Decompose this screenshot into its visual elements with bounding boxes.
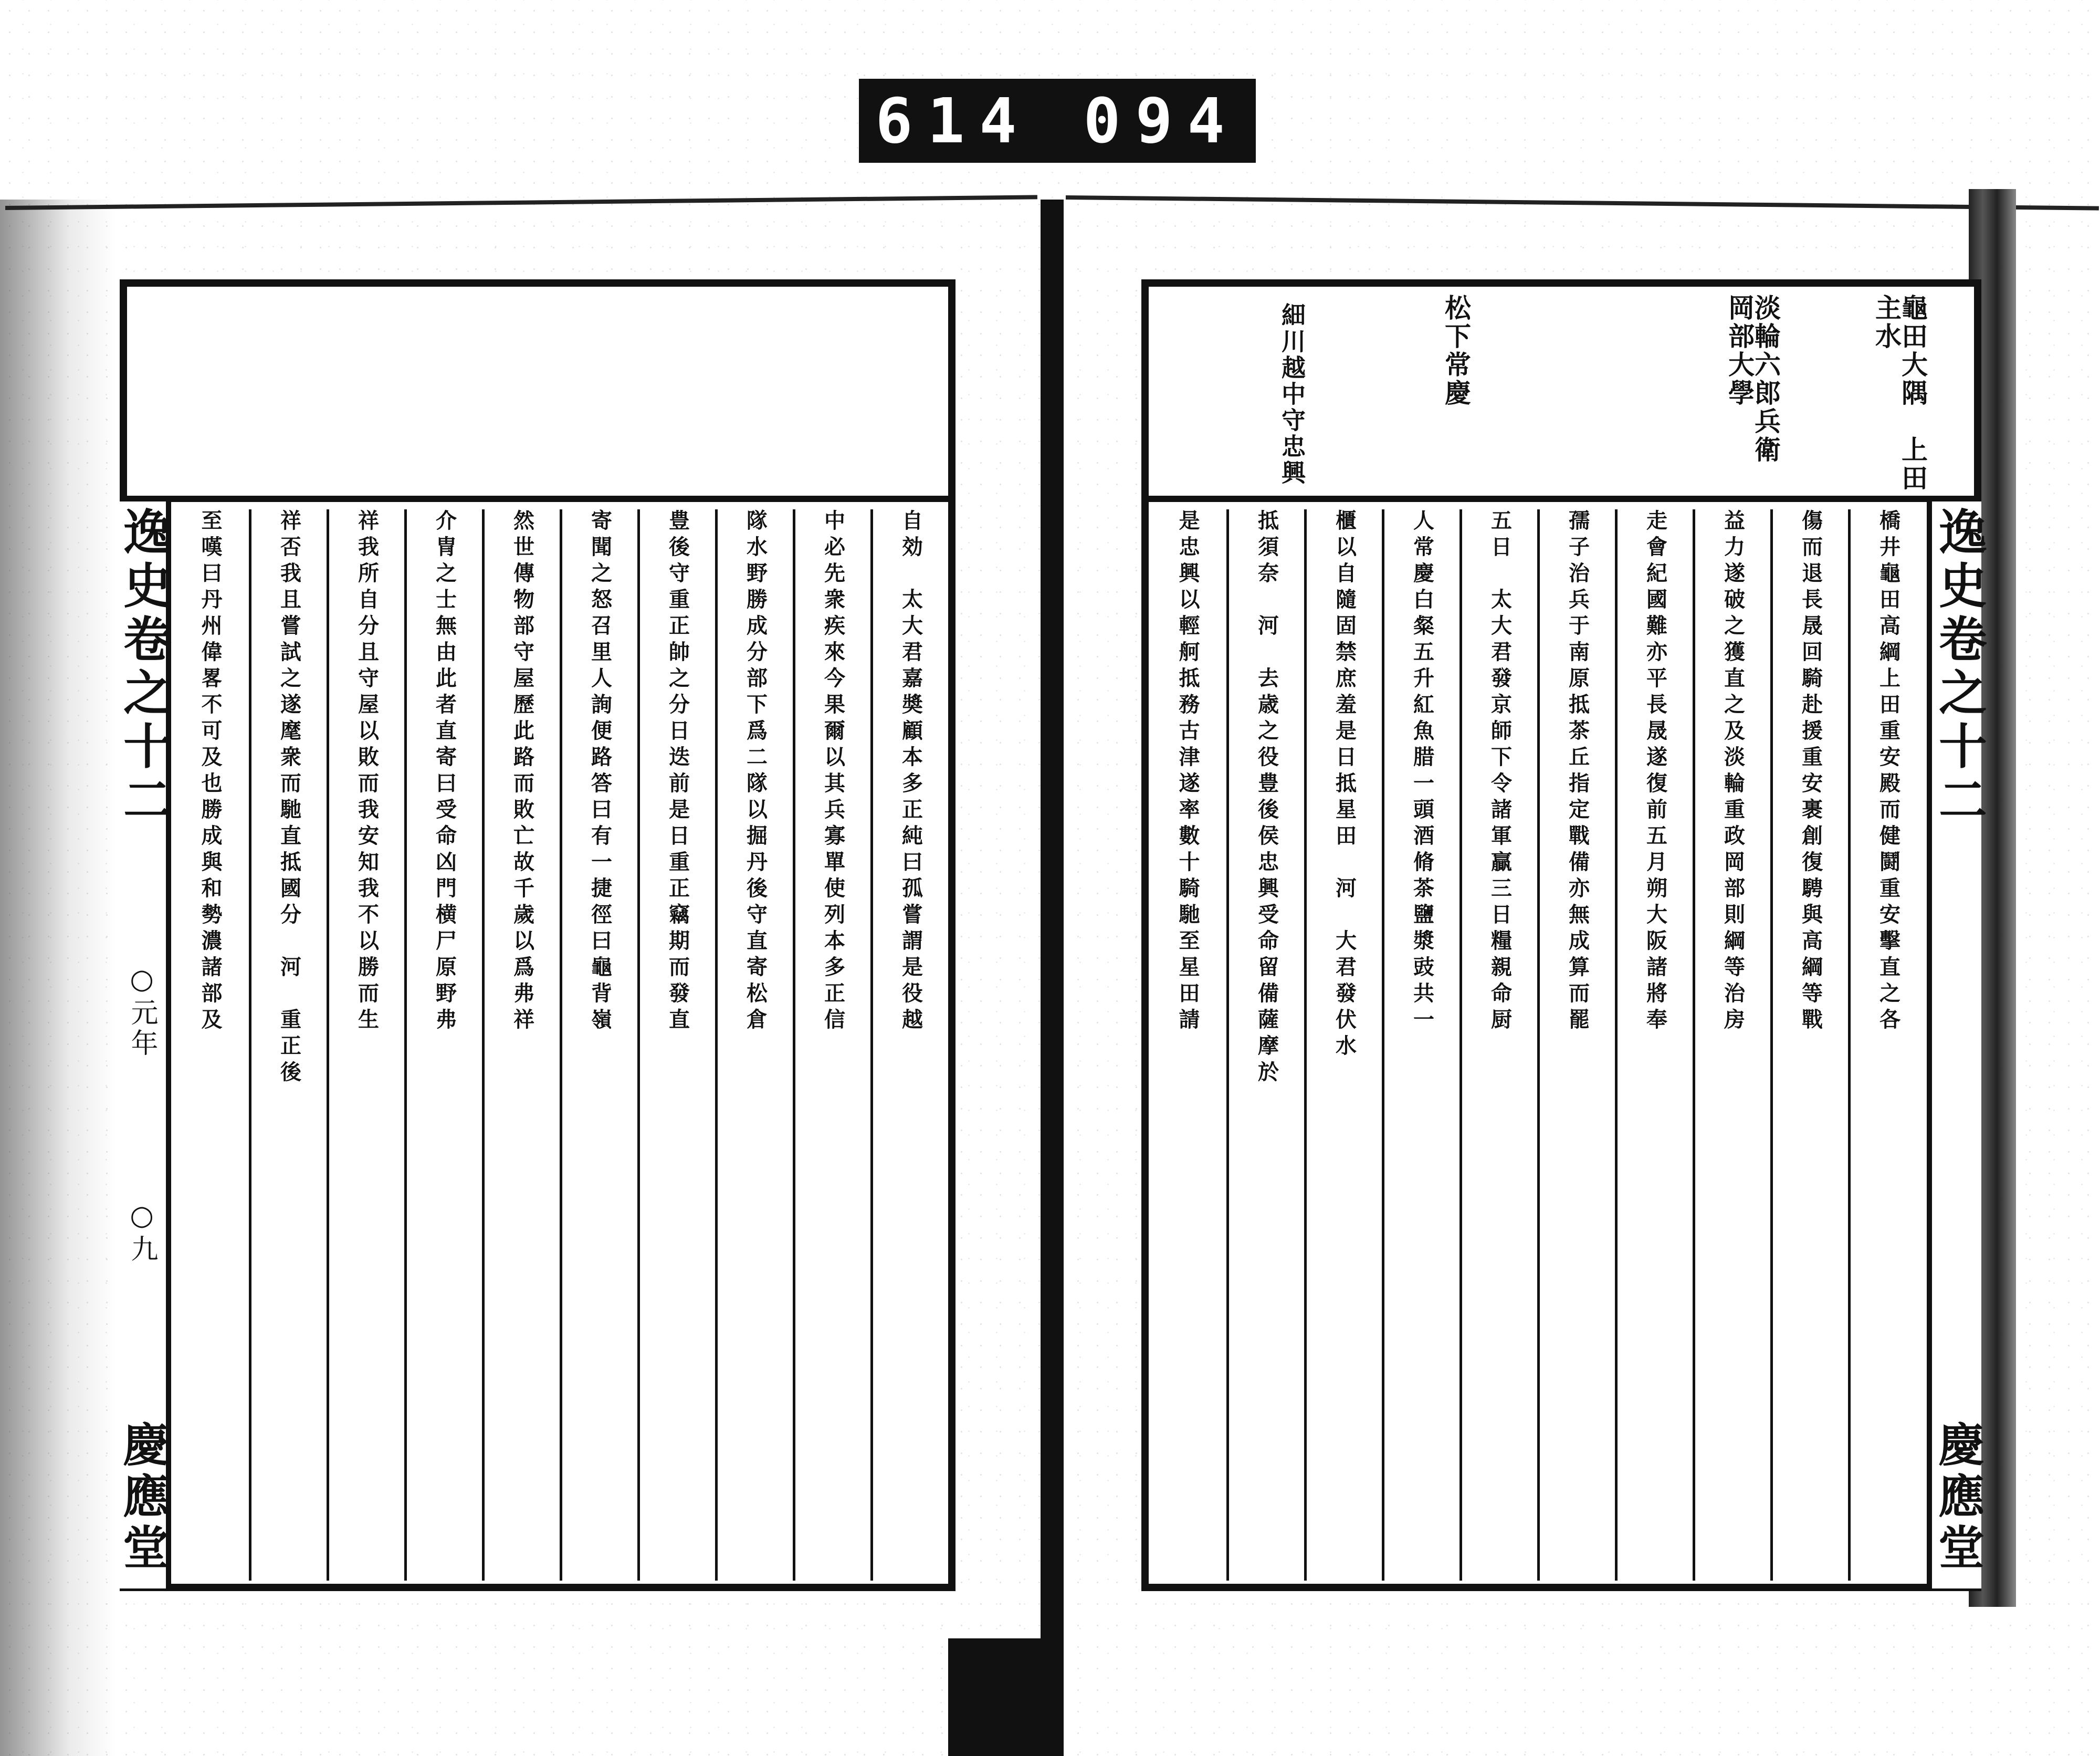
- right_page-column-8: [1304, 509, 1382, 1581]
- right_page-column-10: [1149, 509, 1226, 1581]
- left_page-column-2: [793, 509, 870, 1581]
- left-side-note: ○元年: [126, 964, 158, 1059]
- left_page-column-3: [715, 509, 793, 1581]
- right_page-column-4: [1615, 509, 1693, 1581]
- left_page-column-text: 豊後守重正帥之分日迭前是日重正竊期而發直: [665, 509, 690, 1034]
- right_page-column-9: [1226, 509, 1304, 1581]
- right_page-column-1: [1848, 509, 1926, 1581]
- right_page-column-text: 橋井龜田高綱上田重安殿而健鬪重安擊直之各: [1876, 509, 1901, 1034]
- right_page-column-6: [1460, 509, 1537, 1581]
- right-headnote-box: [1149, 287, 1974, 502]
- right_page-column-7: [1382, 509, 1460, 1581]
- left_page-column-text: 然世傳物部守屋歷此路而敗亡故千歲以爲弗祥: [510, 509, 535, 1034]
- left-side-title: 逸史卷之十二: [116, 507, 172, 828]
- left_page-column-text: 寄聞之怒召里人詢便路答曰有一捷徑曰龜背嶺: [587, 509, 613, 1034]
- right-side-title: 逸史卷之十二: [1931, 507, 1988, 828]
- left-side-page-number: ○九: [126, 1200, 158, 1265]
- serial-label: 614 094: [859, 79, 1256, 163]
- headnote-line-2: 淡輪六郎兵衛 岡部大學: [1724, 294, 1781, 493]
- left_page-column-6: [482, 509, 560, 1581]
- right_page-column-text: 走會紀國難亦平長晟遂復前五月朔大阪諸將奉: [1643, 509, 1668, 1034]
- right_page-column-text: 五日 太大君發京師下令諸軍贏三日糧親命厨: [1487, 509, 1513, 1034]
- headnote-line-3: 松下常慶: [1441, 294, 1472, 407]
- right_page-column-text: 孺子治兵于南原抵茶丘指定戰備亦無成算而罷: [1565, 509, 1590, 1034]
- left-side-strip: [117, 501, 171, 1588]
- left_page-column-text: 介冑之士無由此者直寄曰受命凶門横尸原野弗: [432, 509, 457, 1034]
- left_page-column-5: [560, 509, 637, 1581]
- headnote-line-1: 龜田大隅 上田主水: [1871, 294, 1928, 493]
- center-gutter: [1041, 200, 1064, 1756]
- right_page-column-5: [1537, 509, 1615, 1581]
- left_page-column-4: [637, 509, 715, 1581]
- gutter-tab: [948, 1638, 1051, 1756]
- scan-shadow-left: [0, 200, 116, 1756]
- headnote-line-4: 細川越中守忠興: [1278, 302, 1306, 486]
- left_page-column-text: 自効 太大君嘉奬顧本多正純曰孤嘗謂是役越: [898, 509, 923, 1034]
- right_page-column-text: 櫃以自隨固禁庶羞是日抵星田 河 大君發伏水: [1332, 509, 1357, 1061]
- left-headnote-box: [127, 287, 948, 502]
- left_page-column-1: [870, 509, 948, 1581]
- left_page-column-text: 隊水野勝成分部下爲二隊以掘丹後守直寄松倉: [743, 509, 768, 1034]
- right_page-column-text: 傷而退長晟回騎赴援重安裹創復騁與高綱等戰: [1798, 509, 1823, 1034]
- right-side-strip: [1927, 501, 1988, 1588]
- left-side-publisher: 慶應堂: [116, 1420, 170, 1575]
- left_page-column-text: 至嘆曰丹州偉畧不可及也勝成與和勢濃諸部及: [198, 509, 223, 1034]
- right_page-column-text: 抵須奈 河 去歳之役豊後侯忠興受命留備薩摩於: [1254, 509, 1279, 1087]
- right_page-column-text: 益力遂破之獲直之及淡輪重政岡部則綱等治房: [1720, 509, 1746, 1034]
- left_page-column-text: 祥我所自分且守屋以敗而我安知我不以勝而生: [354, 509, 380, 1034]
- left_page-column-text: 中必先衆疾來今果爾以其兵寡單使列本多正信: [821, 509, 846, 1034]
- left_page-column-10: [171, 509, 249, 1581]
- left_page-column-7: [404, 509, 482, 1581]
- right_page-column-text: 是忠興以輕舸抵務古津遂率數十騎馳至星田請: [1175, 509, 1200, 1034]
- right-side-publisher: 慶應堂: [1931, 1420, 1986, 1575]
- left_page-column-text: 祥否我且嘗試之遂麾衆而馳直抵國分 河 重正後: [277, 509, 302, 1087]
- right_page-column-3: [1693, 509, 1770, 1581]
- right_page-column-text: 人常慶白粲五升紅魚腊一頭酒脩茶鹽漿豉共一: [1410, 509, 1435, 1034]
- left_page-column-8: [327, 509, 404, 1581]
- left_page-column-9: [249, 509, 327, 1581]
- right_page-column-2: [1770, 509, 1848, 1581]
